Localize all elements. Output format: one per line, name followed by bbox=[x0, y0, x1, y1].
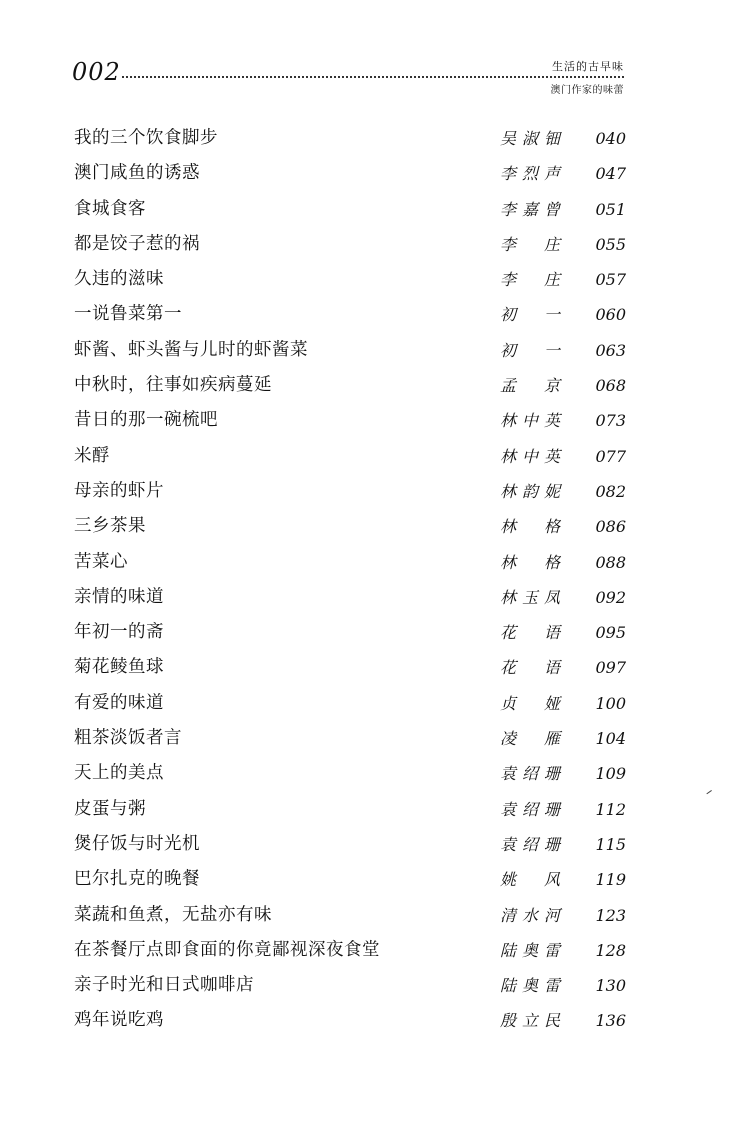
toc-entry-page-number: 100 bbox=[595, 693, 626, 713]
toc-entry[interactable] bbox=[74, 509, 626, 544]
toc-entry-title: 在茶餐厅点即食面的你竟鄙视深夜食堂 bbox=[74, 939, 380, 960]
toc-entry-title: 巴尔扎克的晚餐 bbox=[74, 869, 200, 890]
toc-entry-author: 初 一 bbox=[500, 305, 560, 325]
toc-entry-page-number: 077 bbox=[595, 446, 626, 466]
toc-entry[interactable] bbox=[74, 615, 626, 650]
toc-entry-title: 煲仔饭与时光机 bbox=[74, 833, 200, 854]
toc-entry-author: 林 中 英 bbox=[500, 411, 560, 431]
toc-entry-title: 粗茶淡饭者言 bbox=[74, 728, 182, 749]
toc-entry-page-number: 104 bbox=[595, 729, 626, 749]
toc-entry[interactable] bbox=[74, 827, 626, 862]
toc-entry[interactable] bbox=[74, 156, 626, 191]
toc-entry-author: 袁 绍 珊 bbox=[500, 799, 560, 819]
toc-entry-author: 林 格 bbox=[500, 552, 560, 572]
toc-entry[interactable] bbox=[74, 1003, 626, 1038]
scan-mark bbox=[704, 787, 712, 795]
toc-entry[interactable] bbox=[74, 474, 626, 509]
toc-entry-page-number: 068 bbox=[595, 376, 626, 396]
toc-entry-author: 林 格 bbox=[500, 517, 560, 537]
toc-entry-title: 米酻 bbox=[74, 445, 110, 466]
toc-entry-page-number: 051 bbox=[595, 199, 626, 219]
header-dotted-rule bbox=[122, 76, 624, 78]
toc-entry[interactable] bbox=[74, 403, 626, 438]
toc-entry[interactable] bbox=[74, 792, 626, 827]
toc-entry[interactable] bbox=[74, 650, 626, 685]
running-subtitle: 澳门作家的味蕾 bbox=[550, 85, 624, 96]
toc-entry-author: 初 一 bbox=[500, 340, 560, 360]
toc-entry-author: 李 嘉 曾 bbox=[500, 199, 560, 219]
toc-entry-page-number: 109 bbox=[595, 764, 626, 784]
toc-entry-title: 年初一的斋 bbox=[74, 622, 164, 643]
toc-entry-author: 凌 雁 bbox=[500, 729, 560, 749]
toc-entry[interactable] bbox=[74, 439, 626, 474]
toc-entry-page-number: 088 bbox=[595, 552, 626, 572]
toc-entry-title: 母亲的虾片 bbox=[74, 480, 164, 501]
toc-entry-author: 孟 京 bbox=[500, 376, 560, 396]
toc-entry-page-number: 123 bbox=[595, 905, 626, 925]
toc-entry-author: 林 韵 妮 bbox=[500, 481, 560, 501]
table-of-contents bbox=[74, 121, 626, 1039]
toc-entry[interactable] bbox=[74, 121, 626, 156]
toc-entry[interactable] bbox=[74, 933, 626, 968]
toc-entry-title: 皮蛋与粥 bbox=[74, 798, 146, 819]
toc-entry-title: 鸡年说吃鸡 bbox=[74, 1010, 164, 1031]
toc-entry-author: 李 烈 声 bbox=[500, 164, 560, 184]
toc-entry[interactable] bbox=[74, 192, 626, 227]
toc-entry[interactable] bbox=[74, 368, 626, 403]
toc-entry-title: 有爱的味道 bbox=[74, 692, 164, 713]
toc-entry-title: 一说鲁菜第一 bbox=[74, 304, 182, 325]
toc-entry-author: 林 中 英 bbox=[500, 446, 560, 466]
toc-entry[interactable] bbox=[74, 686, 626, 721]
toc-entry[interactable] bbox=[74, 580, 626, 615]
toc-entry-page-number: 057 bbox=[595, 270, 626, 290]
toc-entry-author: 花 语 bbox=[500, 623, 560, 643]
toc-entry-page-number: 136 bbox=[595, 1011, 626, 1031]
toc-entry-title: 我的三个饮食脚步 bbox=[74, 128, 218, 148]
toc-entry-title: 中秋时，往事如疾病蔓延 bbox=[74, 375, 272, 396]
toc-entry-title: 昔日的那一碗梳吧 bbox=[74, 410, 218, 431]
toc-entry-author: 陆 奥 雷 bbox=[500, 976, 560, 996]
toc-entry-page-number: 115 bbox=[595, 834, 626, 854]
toc-entry-title: 虾酱、虾头酱与儿时的虾酱菜 bbox=[74, 339, 308, 360]
toc-entry[interactable] bbox=[74, 898, 626, 933]
toc-entry[interactable] bbox=[74, 262, 626, 297]
toc-entry[interactable] bbox=[74, 333, 626, 368]
toc-entry-title: 食城食客 bbox=[74, 198, 146, 219]
toc-entry[interactable] bbox=[74, 227, 626, 262]
page-number: 002 bbox=[72, 58, 121, 86]
toc-entry-author: 姚 风 bbox=[500, 870, 560, 890]
toc-entry-page-number: 092 bbox=[595, 587, 626, 607]
toc-entry-author: 殷 立 民 bbox=[500, 1011, 560, 1031]
running-title: 生活的古早味 bbox=[548, 58, 624, 74]
toc-entry-author: 李 庄 bbox=[500, 270, 560, 290]
toc-entry[interactable] bbox=[74, 968, 626, 1003]
toc-entry-title: 都是饺子惹的祸 bbox=[74, 233, 200, 254]
toc-entry-title: 久违的滋味 bbox=[74, 269, 164, 290]
toc-entry-author: 贞 娅 bbox=[500, 693, 560, 713]
toc-entry-page-number: 086 bbox=[595, 517, 626, 537]
toc-entry[interactable] bbox=[74, 297, 626, 332]
toc-entry-page-number: 047 bbox=[595, 164, 626, 184]
toc-entry-author: 袁 绍 珊 bbox=[500, 764, 560, 784]
toc-entry-author: 李 庄 bbox=[500, 234, 560, 254]
toc-entry-page-number: 119 bbox=[595, 870, 626, 890]
toc-entry-page-number: 128 bbox=[595, 940, 626, 960]
toc-entry-author: 袁 绍 珊 bbox=[500, 834, 560, 854]
toc-entry-title: 天上的美点 bbox=[74, 763, 164, 784]
toc-entry[interactable] bbox=[74, 756, 626, 791]
toc-entry-author: 清 水 河 bbox=[500, 905, 560, 925]
toc-entry-author: 花 语 bbox=[500, 658, 560, 678]
page-header bbox=[72, 56, 624, 96]
toc-entry-title: 苦菜心 bbox=[74, 551, 128, 572]
toc-entry-page-number: 095 bbox=[595, 623, 626, 643]
toc-entry-page-number: 130 bbox=[595, 976, 626, 996]
toc-entry-title: 菊花鲮鱼球 bbox=[74, 657, 164, 678]
toc-entry[interactable] bbox=[74, 545, 626, 580]
toc-entry-title: 三乡茶果 bbox=[74, 516, 146, 537]
toc-entry-page-number: 060 bbox=[595, 305, 626, 325]
toc-entry-page-number: 097 bbox=[595, 658, 626, 678]
toc-entry-page-number: 082 bbox=[595, 481, 626, 501]
toc-entry-page-number: 063 bbox=[595, 340, 626, 360]
toc-entry-page-number: 055 bbox=[595, 234, 626, 254]
toc-entry-author: 吴 淑 钿 bbox=[500, 129, 560, 148]
toc-entry-page-number: 040 bbox=[595, 129, 626, 148]
toc-entry-title: 亲子时光和日式咖啡店 bbox=[74, 975, 254, 996]
toc-entry-author: 林 玉 凤 bbox=[500, 587, 560, 607]
toc-entry-author: 陆 奥 雷 bbox=[500, 940, 560, 960]
toc-entry-title: 亲情的味道 bbox=[74, 586, 164, 607]
toc-entry-page-number: 073 bbox=[595, 411, 626, 431]
toc-entry[interactable] bbox=[74, 862, 626, 897]
toc-entry[interactable] bbox=[74, 721, 626, 756]
toc-entry-page-number: 112 bbox=[595, 799, 626, 819]
toc-entry-title: 菜蔬和鱼煮，无盐亦有味 bbox=[74, 904, 272, 925]
toc-entry-title: 澳门咸鱼的诱惑 bbox=[74, 163, 200, 184]
